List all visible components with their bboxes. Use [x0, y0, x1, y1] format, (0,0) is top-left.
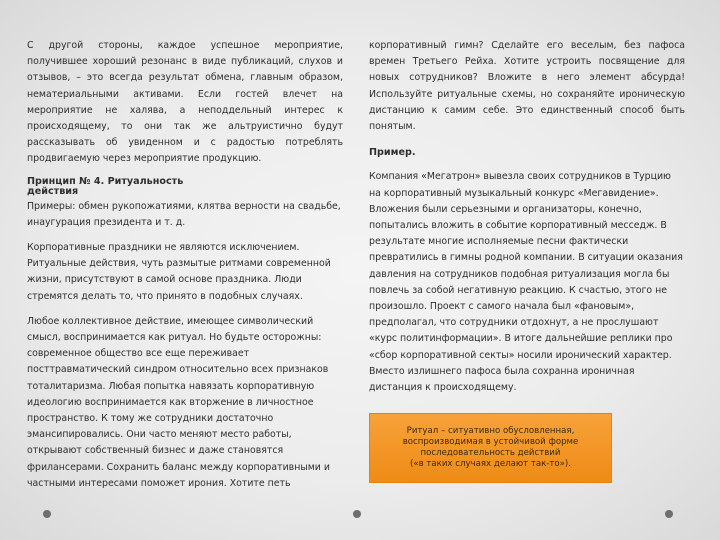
definition-line: последовательность действий	[420, 448, 561, 458]
ritual-definition-text	[381, 426, 601, 470]
principle-heading: Принцип № 4. Ритуальность действия	[27, 175, 184, 197]
left-column	[27, 38, 343, 501]
paragraph-megatron-example: Компания «Мегатрон» вывезла своих сотрудников в Турцию на корпоративный музыкальный конкурс «Мегавидение». Вложения были серьезными и организаторы, конечно, попытались вложить в событие корпоративный месседж. В результате многие исполняемые песни фактически превратились в гимны родной компании. В ситуации оказания давления на сотрудников подобная ритуализация могла бы повлечь за собой негативную реакцию. К счастью, этого не произошло. Проект с самого начала был «фановым», предполагал, что сотрудники отдохнут, а не прослушают «курс политинформации». В итоге дальнейшие реплики про «сбор корпоративной секты» носили иронический характер. Вместо излишнего пафоса была сохранна ироничная дистанция к происходящему.	[369, 171, 683, 394]
example-title: Пример.	[369, 147, 416, 159]
paragraph-collective-action: Любое коллективное действие, имеющее символический смысл, воспринимается как ритуал. Но будьте осторожны: современное общество все еще переживает посттравматический синдром относительно всех признаков тоталитаризма. Любая попытка навязать корпоративную идеологию воспринимается как вторжение в личностное пространство. К тому же сотрудники достаточно эмансипировались. Они часто меняют место работы, открывают собственный бизнес и даже становятся фрилансерами. Сохранить баланс между корпоративными и частными интересами поможет ирония. Хотите петь	[27, 315, 330, 489]
paragraph-exchange: С другой стороны, каждое успешное мероприятие, получившее хороший резонанс в виде публикаций, слухов и отзывов, – это всегда результат обмена, главным образом, нематериальными активами. Если гостей влечет на мероприятие не халява, а неподдельный интерес к происходящему, то они так же альтруистично будут рассказывать об увиденном и с радостью потреблять продвигаемую через мероприятие продукцию.	[27, 40, 343, 165]
definition-line: («в таких случаях делают так-то»).	[409, 459, 572, 469]
corner-dot-bottom-left	[43, 510, 51, 518]
right-column	[369, 38, 685, 405]
ritual-definition-box	[369, 413, 612, 483]
corner-dot-bottom-center	[353, 510, 361, 518]
paragraph-anthem: корпоративный гимн? Сделайте его веселым, без пафоса времен Третьего Рейха. Хотите устроить посвящение для новых сотрудников? Вложите в него элемент абсурда! Используйте ритуальные схемы, но сохраняйте ироническую дистанцию к самим себе. Это единственный способ быть понятым.	[369, 40, 685, 133]
paragraph-examples: Примеры: обмен рукопожатиями, клятва верности на свадьбе, инаугурация президента и т. д.	[27, 200, 341, 228]
definition-line: Ритуал – ситуативно обусловленная,	[406, 426, 575, 436]
paragraph-corporate-holidays: Корпоративные праздники не являются исключением. Ритуальные действия, чуть размытые ритмами современной жизни, присутствуют в самой основе праздника. Люди стремятся делать то, что принято в подобных случаях.	[27, 242, 331, 302]
definition-line: воспроизводимая в устойчивой форме	[402, 437, 579, 447]
corner-dot-bottom-right	[665, 510, 673, 518]
